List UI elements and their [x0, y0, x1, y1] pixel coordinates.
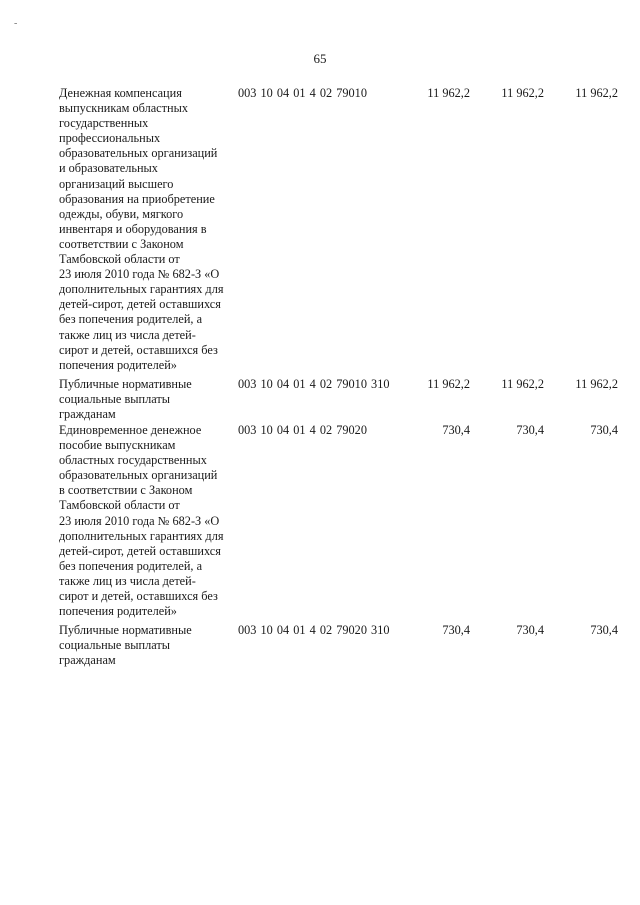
- expense-name-line: попечения родителей»: [59, 604, 177, 619]
- amount-year-1: 730,4: [442, 423, 470, 437]
- expense-name-line: пособие выпускникам: [59, 438, 176, 453]
- expense-name-line: Тамбовской области от: [59, 498, 180, 513]
- budget-classification-codes: 003 10 04 01 4 02 79010 310: [238, 377, 390, 391]
- expense-name-line: одежды, обуви, мягкого: [59, 206, 184, 221]
- expense-name-line: образования на приобретение: [59, 191, 215, 206]
- page-number: 65: [313, 51, 327, 66]
- expense-name-line: соответствии с Законом: [59, 236, 184, 251]
- expense-name: [59, 377, 241, 422]
- expense-name-line: образовательных организаций: [59, 468, 218, 483]
- expense-name-line: Публичные нормативные: [59, 623, 192, 637]
- amount-year-2: 730,4: [516, 623, 544, 637]
- expense-name-line: Тамбовской области от: [59, 252, 180, 267]
- expense-name-line: выпускникам областных: [59, 101, 189, 116]
- expense-name-line: гражданам: [59, 653, 116, 668]
- expense-name-line: Денежная компенсация: [59, 86, 182, 100]
- expense-name-line: социальные выплаты: [59, 638, 171, 653]
- expense-name-line: без попечения родителей, а: [59, 558, 203, 573]
- expense-name-line: Единовременное денежное: [59, 423, 202, 437]
- amount-year-1: 11 962,2: [427, 377, 470, 391]
- expense-name-line: также лиц из числа детей-: [59, 327, 196, 342]
- expense-name-line: и образовательных: [59, 161, 158, 176]
- expense-name-line: без попечения родителей, а: [59, 312, 203, 327]
- expense-name-line: сирот и детей, оставшихся без: [59, 589, 218, 604]
- expense-name-line: инвентаря и оборудования в: [59, 221, 207, 236]
- expense-name-line: областных государственных: [59, 453, 207, 468]
- expense-name-line: попечения родителей»: [59, 357, 177, 372]
- expense-name-line: Публичные нормативные: [59, 377, 192, 391]
- expense-name-line: детей-сирот, детей оставшихся: [59, 543, 221, 558]
- expense-name-line: социальные выплаты: [59, 392, 171, 407]
- budget-classification-codes: 003 10 04 01 4 02 79020: [238, 423, 367, 437]
- expense-name: [59, 623, 241, 668]
- expense-name: [59, 86, 241, 373]
- budget-classification-codes: 003 10 04 01 4 02 79010: [238, 86, 367, 100]
- expense-name-line: профессиональных: [59, 131, 161, 146]
- expense-name-line: государственных: [59, 116, 149, 131]
- amount-year-3: 11 962,2: [575, 86, 618, 100]
- budget-classification-codes: 003 10 04 01 4 02 79020 310: [238, 623, 390, 637]
- expense-name-line: 23 июля 2010 года № 682-З «О: [59, 267, 220, 282]
- scan-corner-mark: -: [14, 18, 18, 29]
- expense-name-line: организаций высшего: [59, 176, 174, 191]
- amount-year-1: 730,4: [442, 623, 470, 637]
- expense-name-line: дополнительных гарантиях для: [59, 528, 224, 543]
- amount-year-2: 11 962,2: [501, 86, 544, 100]
- amount-year-3: 730,4: [590, 623, 618, 637]
- amount-year-2: 730,4: [516, 423, 544, 437]
- expense-name-line: дополнительных гарантиях для: [59, 282, 224, 297]
- expense-name-line: гражданам: [59, 407, 116, 422]
- amount-year-2: 11 962,2: [501, 377, 544, 391]
- expense-name-line: детей-сирот, детей оставшихся: [59, 297, 221, 312]
- expense-name: [59, 423, 241, 619]
- amount-year-1: 11 962,2: [427, 86, 470, 100]
- expense-name-line: сирот и детей, оставшихся без: [59, 342, 218, 357]
- expense-name-line: образовательных организаций: [59, 146, 218, 161]
- amount-year-3: 730,4: [590, 423, 618, 437]
- expense-name-line: в соответствии с Законом: [59, 483, 193, 498]
- expense-name-line: также лиц из числа детей-: [59, 573, 196, 588]
- amount-year-3: 11 962,2: [575, 377, 618, 391]
- expense-name-line: 23 июля 2010 года № 682-З «О: [59, 513, 220, 528]
